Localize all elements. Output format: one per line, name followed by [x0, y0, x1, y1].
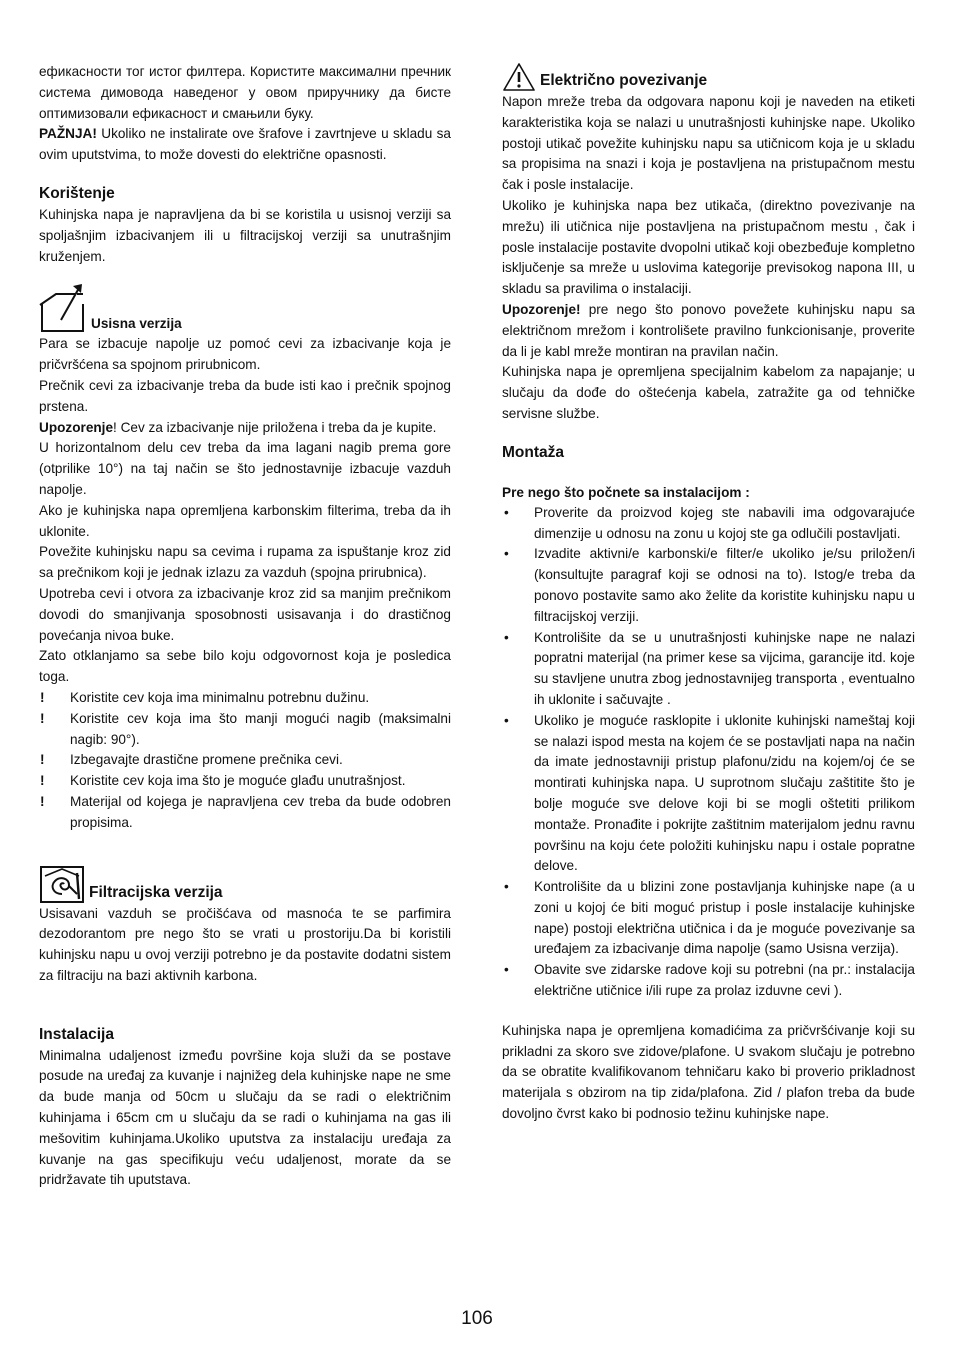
usisna-heading: Usisna verzija: [91, 316, 182, 332]
elec-warning: [502, 300, 915, 362]
warning-label: PAŽNJA!: [39, 126, 97, 142]
list-item: • Kontrolišite da u blizini zone postavljanja kuhinjske nape (a u zoni u kojoj će biti moguć pristup i posle instalacije kuhinjske nape) postoji električna utičnica i da je moguće povezivanje sa uređajem za izbacivanje dima napolje (samo Usisna verzija).: [502, 877, 915, 960]
intro-paragraph: ефикасности тог истог филтера. Користите максимални пречник система димовода наведеног у овом приручнику да бисте оптимизовали ефикасност и смањили буку.: [39, 64, 451, 121]
usisna-p4: U horizontalnom delu cev treba da ima lagani nagib prema gore (otprilike 10°) na taj način se što jednostavnije izbacuje vazduh napolje.: [39, 440, 451, 497]
instal-heading: Instalacija: [39, 1025, 114, 1043]
right-column: [502, 62, 915, 1125]
elec-p4: Kuhinjska napa je opremljena specijalnim kabelom za napajanje; u slučaju da dođe do oštećenja kabela, zatražite ga od tehničke servisne službe.: [502, 364, 915, 421]
left-column: [39, 62, 451, 1191]
list-item: • Proverite da proizvod kojeg ste nabavili ima odgovarajuće dimenzije u odnosu na zonu u kojoj ste ga odlučili postavljati.: [502, 503, 915, 545]
usisna-p5: Ako je kuhinjska napa opremljena karbonskim filterima, treba da ih uklonite.: [39, 502, 451, 539]
filtr-heading: Filtracijska verzija: [89, 883, 223, 901]
exhaust-house-icon: [39, 282, 87, 334]
list-item: • Ukoliko je moguće rasklopite i uklonite kuhinjski nameštaj koji se nalazi ispod mesta na kojem će se postavljati napa na način da imate jednostavniji pristup plafonu/zidu na kojem/oj će se montirati kuhinjska napa. U suprotnom slučaju zaštitite što je bolje moguće sve delove koji bi se mogli oštetiti prilikom montaže. Pronađite i pokrijte zaštitnim materijalom jednu ravnu površinu na koju ćete položiti kuhinjsku napu i ostale popratne delove.: [502, 711, 915, 877]
usisna-p6: Povežite kuhinjsku napu sa cevima i rupama za ispuštanje kroz zid sa prečnikom koji je jednak izlazu za vazduh (spojna prirubnica).: [39, 544, 451, 581]
list-item: ! Koristite cev koja ima minimalnu potrebnu dužinu.: [39, 688, 451, 709]
list-item: ! Koristite cev koja ima što manji mogući nagib (maksimalni nagib: 90°).: [39, 709, 451, 751]
filtr-heading-row: [39, 864, 451, 904]
montaza-heading: Montaža: [502, 443, 564, 461]
usisna-warning-text: ! Cev za izbacivanje nije priložena i treba da je kupite.: [113, 419, 437, 435]
elec-warning-text: pre nego što ponovo povežete kuhinjsku napu sa električnom mrežom i kontrolišete pravilno funkcionisanje, proverite da li je kabl mreže montiran na pravilan način.: [502, 301, 915, 359]
pre-heading: Pre nego što počnete sa instalacijom :: [502, 484, 750, 500]
list-item: ! Materijal od kojega je napravljena cev treba da bude odobren propisima.: [39, 792, 451, 834]
elec-warning-label: Upozorenje!: [502, 301, 581, 317]
warning-paragraph: [39, 124, 451, 166]
usisna-p7: Upotreba cevi i otvora za izbacivanje kroz zid sa manjim prečnikom dovodi do smanjivanja sposobnosti usisavanja i do drastičnog povećanja nivoa buke.: [39, 585, 451, 643]
usisna-p2: Prečnik cevi za izbacivanje treba da bude isti kao i prečnik spojnog prstena.: [39, 377, 451, 414]
instal-paragraph: Minimalna udaljenost između površine koja služi da se postave posude na uređaj za kuvanje i najnižeg dela kuhinjske nape ne sme da bude manja od 50cm u slučaju da se radi o električnim kuhinjama i 65cm cm u slučaju da se radi o kuhinjama na gas ili mešovitim kuhinjama.Ukoliko uputstva za instalaciju uređaja za kuvanje na gas specifikuju veću udaljenost, morate da se pridržavate tih uputstava.: [39, 1047, 451, 1188]
checklist: [502, 503, 915, 1002]
warning-text: Ukoliko ne instalirate ove šrafove i zavrtnjeve u skladu sa ovim uputstvima, to može dovesti do električne opasnosti.: [39, 126, 451, 163]
elec-p2: Ukoliko je kuhinjska napa bez utikača, (direktno povezivanje na mrežu) ili utičnica nije postavljena na pristupačnom mestu , čak i posle instalacije postavite dvopolni utikač koji obezbeđuje kompletno isključenje sa mreže u uslovima kategorije previsokog napona III, u skladu sa pravilima o instalaciji.: [502, 197, 915, 297]
usisna-warning: [39, 418, 451, 439]
elec-heading: Električno povezivanje: [540, 72, 708, 89]
list-item: ! Koristite cev koja ima što je moguće glađu unutrašnjost.: [39, 771, 451, 792]
page-number: 106: [461, 1308, 493, 1329]
elec-p1: Napon mreže treba da odgovara naponu koji je naveden na etiketi karakteristika koja se nalazi u unutrašnjosti kuhinjske nape. Ukoliko postoji utikač povežite kuhinjsku napu sa utičnicom koja je u skladu sa propisima na snazi i koja je postavljena na pristupačnom mestu čak i posle instalacije.: [502, 94, 915, 193]
usisna-p8: Zato otklanjamo sa sebe bilo koju odgovornost koja je posledica toga.: [39, 648, 451, 685]
filtr-paragraph: Usisavani vazduh se pročišćava od masnoća te se parfimira dezodorantom pre nego što se vrati u prostoriju.Da bi koristili kuhinjsku napu u ovoj verziji potrebno je da postavite dodatni sistem za filtraciju na bazi aktivnih karbona.: [39, 905, 451, 983]
list-item: • Kontrolišite da se u unutrašnjosti kuhinjske nape ne nalazi popratni materijal (na primer kese sa vijcima, garancije itd. koje su stavljene unutra zbog jednostavnijeg transporta , eventualno ih uklonite i sačuvajte .: [502, 628, 915, 711]
koristenje-heading: Korištenje: [39, 184, 115, 202]
final-paragraph: Kuhinjska napa je opremljena komadićima za pričvršćivanje koji su prikladni za skoro sve zidove/plafone. U svakom slučaju je potrebno da se obratite kvalifikovanom tehničaru kako bi proverio prikladnost materijala s obzirom na tip zida/plafona. Zid / plafon treba da bude dovoljno čvrst kako bi podnosio težinu kuhinjske nape.: [502, 1022, 915, 1122]
koristenje-paragraph: Kuhinjska napa je napravljena da bi se koristila u usisnoj verziji sa spoljašnjim izbacivanjem ili u filtracijskoj verziji sa unutrašnjim kruženjem.: [39, 206, 451, 264]
pipe-rules-list: [39, 688, 451, 834]
usisna-p1: Para se izbacuje napolje uz pomoć cevi za izbacivanje koja je pričvršćena sa spojnom prirubnicom.: [39, 336, 451, 373]
list-item: • Izvadite aktivni/e karbonski/e filter/e ukoliko je/su priložen/i (konsultujte paragraf koji se odnosi na to). Istog/e treba da ponovo postavite samo ako želite da koristite kuhinjsku napu u filtracijskoj verziji.: [502, 544, 915, 627]
usisna-warning-label: Upozorenje: [39, 419, 114, 435]
list-item: • Obavite sve zidarske radove koji su potrebni (na pr.: instalacija električne utičnice i/ili rupe za prolaz izduvne cevi ).: [502, 960, 915, 1002]
warning-triangle-icon: [502, 62, 536, 92]
elec-heading-row: [502, 62, 915, 92]
usisna-heading-row: [39, 282, 451, 334]
list-item: ! Izbegavajte drastične promene prečnika cevi.: [39, 750, 451, 771]
filter-house-icon: [39, 864, 85, 904]
